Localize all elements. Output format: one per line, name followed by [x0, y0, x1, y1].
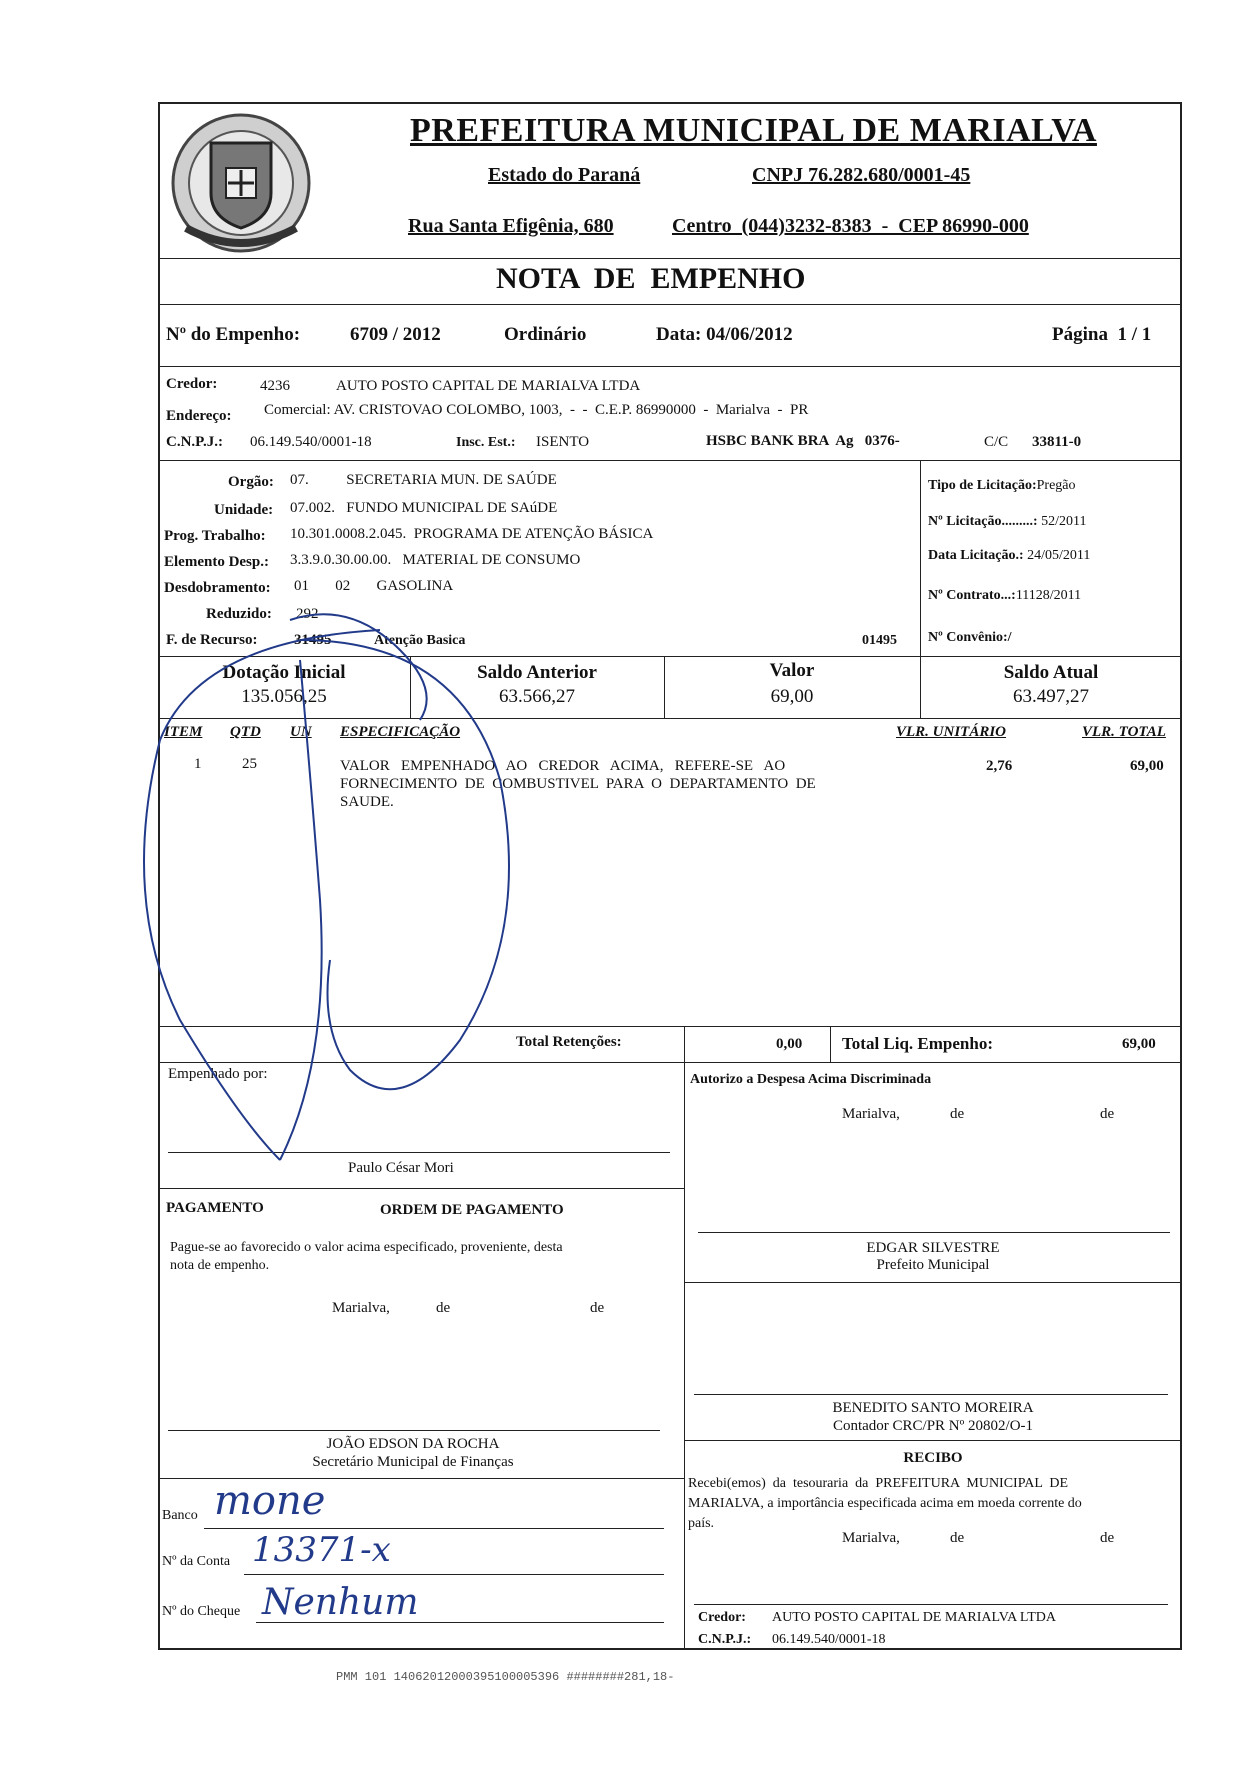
- orgao-label: Orgão:: [228, 474, 274, 490]
- retencoes-label: Total Retenções:: [516, 1034, 622, 1050]
- saldo-anterior-label: Saldo Anterior: [477, 662, 597, 683]
- ordem-pagamento-label: ORDEM DE PAGAMENTO: [380, 1202, 564, 1218]
- unidade-label: Unidade:: [214, 502, 274, 518]
- banco-handwritten: mone: [214, 1478, 326, 1524]
- data-licitacao-value: 24/05/2011: [1027, 548, 1091, 563]
- reduzido-value: 292: [296, 606, 319, 622]
- item-total: 69,00: [1130, 758, 1164, 774]
- signature-line: [694, 1604, 1168, 1605]
- item-spec-line-1: VALOR EMPENHADO AO CREDOR ACIMA, REFERE-SE AO: [340, 758, 786, 774]
- municipality-title: PREFEITURA MUNICIPAL DE MARIALVA: [410, 112, 1097, 149]
- autorizo-place: Marialva,: [842, 1106, 900, 1122]
- pagamento-label: PAGAMENTO: [166, 1200, 264, 1216]
- secretario-name: JOÃO EDSON DA ROCHA: [326, 1436, 500, 1452]
- cc-value: 33811-0: [1032, 434, 1082, 450]
- pagamento-de-2: de: [590, 1300, 605, 1316]
- signature-line: [694, 1394, 1168, 1395]
- contrato-value: 11128/2011: [1015, 588, 1082, 603]
- divider: [830, 1026, 831, 1062]
- data-licitacao-label: Data Licitação.: 24/05/2011: [928, 548, 1091, 563]
- recibo-credor-label: Credor:: [698, 1610, 746, 1625]
- empenhado-name: Paulo César Mori: [348, 1160, 454, 1176]
- recurso-label: F. de Recurso:: [166, 632, 258, 648]
- divider: [684, 1026, 685, 1062]
- elemento-label: Elemento Desp.:: [164, 554, 269, 570]
- cc-label: C/C: [984, 434, 1009, 450]
- bank-info: HSBC BANK BRA Ag 0376-: [706, 433, 900, 449]
- convenio-label: Nº Convênio:/: [928, 630, 1012, 645]
- recibo-de-2: de: [1100, 1530, 1115, 1546]
- pagamento-text-1: Pague-se ao favorecido o valor acima especificado, proveniente, desta: [170, 1240, 563, 1255]
- saldo-anterior-value: 63.566,27: [499, 686, 575, 707]
- valor-value: 69,00: [770, 686, 814, 707]
- divider: [158, 258, 1182, 259]
- page-number: Página 1 / 1: [1052, 324, 1152, 345]
- prog-value: 10.301.0008.2.045. PROGRAMA DE ATENÇÃO BÁSICA: [290, 526, 654, 542]
- contador-role: Contador CRC/PR Nº 20802/O-1: [832, 1418, 1034, 1434]
- recurso-value: 31495: [294, 632, 332, 648]
- empenho-date: Data: 04/06/2012: [656, 324, 793, 345]
- recibo-text-1: Recebi(emos) da tesouraria da PREFEITURA MUNICIPAL DE: [688, 1476, 1069, 1491]
- prog-label: Prog. Trabalho:: [164, 528, 266, 544]
- handwritten-signature: [120, 600, 540, 1180]
- prefeito-name: EDGAR SILVESTRE: [866, 1240, 1000, 1256]
- autorizo-de-1: de: [950, 1106, 965, 1122]
- coat-of-arms-logo: [166, 108, 316, 258]
- secretario-role: Secretário Municipal de Finanças: [312, 1454, 514, 1470]
- col-spec: ESPECIFICAÇÃO: [340, 724, 461, 740]
- state-label: Estado do Paraná: [488, 164, 641, 186]
- unidade-value: 07.002. FUNDO MUNICIPAL DE SAúDE: [290, 500, 558, 516]
- header-contact: Centro (044)3232-8383 - CEP 86990-000: [672, 215, 1029, 237]
- numero-licitacao-value: 52/2011: [1041, 514, 1087, 529]
- empenhado-label: Empenhado por:: [168, 1066, 268, 1082]
- recibo-text-3: país.: [688, 1516, 715, 1531]
- signature-line: [168, 1430, 660, 1431]
- item-unit-price: 2,76: [986, 758, 1013, 774]
- credor-address: Comercial: AV. CRISTOVAO COLOMBO, 1003, - - C.E.P. 86990000 - Marialva - PR: [264, 402, 809, 418]
- saldo-atual-value: 63.497,27: [1013, 686, 1089, 707]
- autorizo-de-2: de: [1100, 1106, 1115, 1122]
- contador-name: BENEDITO SANTO MOREIRA: [832, 1400, 1034, 1416]
- cheque-label: Nº do Cheque: [162, 1604, 241, 1619]
- divider: [158, 460, 1182, 461]
- item-spec-line-3: SAUDE.: [340, 794, 394, 810]
- conta-handwritten: 13371-x: [252, 1530, 391, 1570]
- signature-line: [698, 1232, 1170, 1233]
- col-total: VLR. TOTAL: [1082, 724, 1166, 740]
- col-qtd: QTD: [230, 724, 261, 740]
- divider: [684, 1062, 685, 1650]
- document-title: NOTA DE EMPENHO: [496, 262, 806, 295]
- cnpj-header: CNPJ 76.282.680/0001-45: [752, 164, 971, 186]
- recibo-cnpj-value: 06.149.540/0001-18: [772, 1632, 886, 1647]
- pagamento-place: Marialva,: [332, 1300, 390, 1316]
- tipo-licitacao-label: Tipo de Licitação:Pregão: [928, 478, 1076, 493]
- address-label: Endereço:: [166, 408, 232, 424]
- conta-label: Nº da Conta: [162, 1554, 231, 1569]
- item-number: 1: [194, 756, 202, 772]
- reduzido-label: Reduzido:: [206, 606, 272, 622]
- banco-line: [204, 1528, 664, 1529]
- elemento-value: 3.3.9.0.30.00.00. MATERIAL DE CONSUMO: [290, 552, 581, 568]
- credor-label: Credor:: [166, 376, 218, 392]
- divider: [920, 460, 921, 656]
- header-street: Rua Santa Efigênia, 680: [408, 215, 614, 237]
- divider: [158, 366, 1182, 367]
- recurso-name: Atenção Basica: [374, 633, 466, 648]
- pagamento-de-1: de: [436, 1300, 451, 1316]
- valor-label: Valor: [769, 660, 815, 681]
- divider: [684, 1282, 1182, 1283]
- numero-licitacao-label: Nº Licitação.........: 52/2011: [928, 514, 1087, 529]
- liquido-label: Total Liq. Empenho:: [842, 1034, 993, 1053]
- divider: [684, 1440, 1182, 1441]
- item-spec-line-2: FORNECIMENTO DE COMBUSTIVEL PARA O DEPARTAMENTO DE: [340, 776, 816, 792]
- credor-name: AUTO POSTO CAPITAL DE MARIALVA LTDA: [336, 378, 641, 394]
- recibo-cnpj-label: C.N.P.J.:: [698, 1632, 752, 1647]
- saldo-dotacao-label: Dotação Inicial: [222, 662, 346, 683]
- banco-label: Banco: [162, 1508, 198, 1523]
- saldo-atual-label: Saldo Atual: [1003, 662, 1099, 683]
- retencoes-value: 0,00: [776, 1036, 803, 1052]
- prefeito-role: Prefeito Municipal: [876, 1257, 990, 1273]
- recibo-label: RECIBO: [903, 1450, 963, 1466]
- insc-label: Insc. Est.:: [456, 435, 516, 450]
- cnpj-label: C.N.P.J.:: [166, 434, 223, 450]
- item-qtd: 25: [242, 756, 257, 772]
- desdobramento-value: 01 02 GASOLINA: [294, 578, 454, 594]
- cheque-handwritten: Nenhum: [262, 1582, 419, 1623]
- credor-cnpj: 06.149.540/0001-18: [250, 434, 372, 450]
- empenho-type: Ordinário: [504, 324, 587, 345]
- cheque-line: [256, 1622, 664, 1623]
- recibo-place: Marialva,: [842, 1530, 900, 1546]
- liquido-value: 69,00: [1122, 1036, 1156, 1052]
- pagamento-text-2: nota de empenho.: [170, 1258, 270, 1273]
- autorizo-label: Autorizo a Despesa Acima Discriminada: [690, 1072, 932, 1087]
- divider: [158, 304, 1182, 305]
- empenho-label: Nº do Empenho:: [166, 324, 301, 345]
- conta-line: [244, 1574, 664, 1575]
- footer-code: PMM 101 14062012000395100005396 ########281,18-: [336, 1670, 675, 1684]
- saldo-dotacao-value: 135.056,25: [241, 686, 327, 707]
- divider: [158, 1188, 684, 1189]
- recibo-de-1: de: [950, 1530, 965, 1546]
- credor-code: 4236: [260, 378, 290, 394]
- recibo-text-2: MARIALVA, a importância especificada acima em moeda corrente do: [688, 1496, 1082, 1511]
- insc-value: ISENTO: [536, 434, 590, 450]
- desdobramento-label: Desdobramento:: [164, 580, 271, 596]
- recurso-code: 01495: [862, 633, 897, 648]
- contrato-label: Nº Contrato...:11128/2011: [928, 588, 1082, 603]
- tipo-licitacao-value: Pregão: [1036, 478, 1076, 493]
- empenho-number: 6709 / 2012: [350, 324, 441, 345]
- col-item: ITEM: [164, 724, 203, 740]
- orgao-value: 07. SECRETARIA MUN. DE SAÚDE: [290, 472, 557, 488]
- col-unit: VLR. UNITÁRIO: [896, 724, 1007, 740]
- recibo-credor-name: AUTO POSTO CAPITAL DE MARIALVA LTDA: [772, 1610, 1056, 1625]
- col-un: UN: [290, 724, 312, 740]
